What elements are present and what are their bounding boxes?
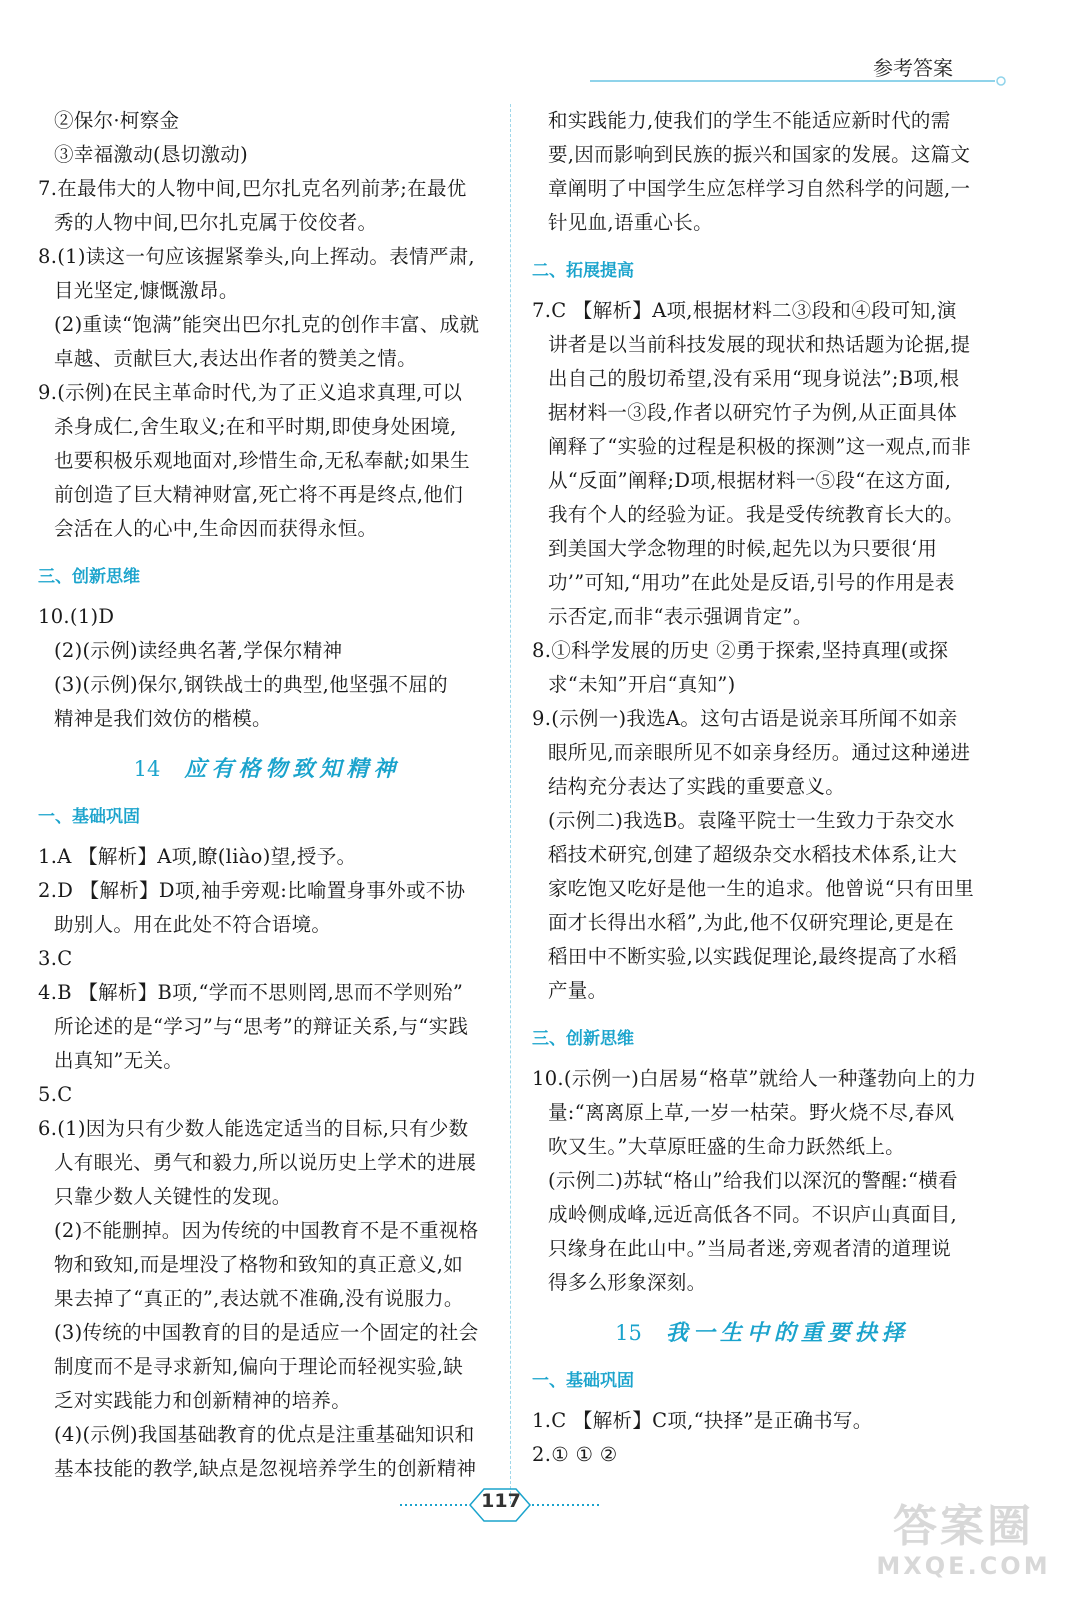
- answer-line: 物和致知,而是埋没了格物和致知的真正意义,如: [54, 1253, 463, 1276]
- answer-line: 吹又生。”大草原旺盛的生命力跃然纸上。: [548, 1135, 905, 1158]
- answer-line: 7.C 【解析】A项,根据材料二③段和④段可知,演: [532, 299, 957, 322]
- answer-line: 从“反面”阐释;D项,根据材料一⑤段“在这方面,: [548, 469, 952, 492]
- answer-line: 1.A 【解析】A项,瞭(liào)望,授予。: [38, 845, 357, 868]
- answer-line: 面才长得出水稻”,为此,他不仅研究理论,更是在: [548, 911, 954, 934]
- answer-line: 眼所见,而亲眼所见不如亲身经历。通过这种递进: [548, 741, 971, 764]
- right-column: [532, 104, 992, 1472]
- page-number: 117: [481, 1490, 521, 1512]
- answer-line: 助别人。用在此处不符合语境。: [54, 913, 332, 936]
- left-column: [38, 104, 496, 1486]
- answer-line: 8.①科学发展的历史 ②勇于探索,坚持真理(或探: [532, 639, 949, 662]
- watermark-logo: 答案圈: [893, 1501, 1034, 1552]
- answer-line: (2)重读“饱满”能突出巴尔扎克的创作丰富、成就: [54, 313, 480, 336]
- answer-line: (示例二)我选B。袁隆平院士一生致力于杂交水: [548, 809, 955, 832]
- answer-line: 2.① ① ②: [532, 1443, 618, 1466]
- section-heading: 三、创新思维: [38, 567, 140, 587]
- lesson-title: [532, 1316, 992, 1350]
- answer-line: 精神是我们效仿的楷模。: [54, 707, 272, 730]
- watermark: [856, 1502, 1071, 1592]
- lesson-title-text: 应有格物致知精神: [184, 756, 401, 782]
- answer-line: 要,因而影响到民族的振兴和国家的发展。这篇文: [548, 143, 971, 166]
- answer-line: 家吃饱又吃好是他一生的追求。他曾说“只有田里: [548, 877, 975, 900]
- answer-line: 稻技术研究,创建了超级杂交水稻技术体系,让大: [548, 843, 957, 866]
- answer-line: 成岭侧成峰,远近高低各不同。不识庐山真面目,: [548, 1203, 957, 1226]
- answer-line: 7.在最伟大的人物中间,巴尔扎克名列前茅;在最优: [38, 177, 467, 200]
- answer-line: 杀身成仁,舍生取义;在和平时期,即使身处困境,: [54, 415, 457, 438]
- lesson-title-text: 我一生中的重要抉择: [665, 1320, 909, 1346]
- answer-line: 得多么形象深刻。: [548, 1271, 707, 1294]
- answer-line: 我有个人的经验为证。我是受传统教育长大的。: [548, 503, 964, 526]
- section-heading: 一、基础巩固: [38, 807, 140, 827]
- answer-line: 讲者是以当前科技发展的现状和热话题为论据,提: [548, 333, 971, 356]
- answer-line: 结构充分表达了实践的重要意义。: [548, 775, 846, 798]
- header-decoration-line: [590, 76, 1030, 86]
- answer-line: 针见血,语重心长。: [548, 211, 713, 234]
- answer-line: 9.(示例)在民主革命时代,为了正义追求真理,可以: [38, 381, 463, 404]
- section-heading: 一、基础巩固: [532, 1371, 634, 1391]
- lesson-title: [38, 752, 496, 786]
- answer-line: 秀的人物中间,巴尔扎克属于佼佼者。: [54, 211, 378, 234]
- answer-line: 阐释了“实验的过程是积极的探测”这一观点,而非: [548, 435, 972, 458]
- answer-line: 只缘身在此山中。”当局者迷,旁观者清的道理说: [548, 1237, 952, 1260]
- answer-line: 2.D 【解析】D项,袖手旁观:比喻置身事外或不协: [38, 879, 466, 902]
- answer-line: 章阐明了中国学生应怎样学习自然科学的问题,一: [548, 177, 971, 200]
- answer-line: (3)传统的中国教育的目的是适应一个固定的社会: [54, 1321, 479, 1344]
- lesson-number: 15: [615, 1321, 642, 1345]
- answer-line: 求“未知”开启“真知”): [548, 673, 736, 696]
- answer-line: 10.(1)D: [38, 605, 115, 628]
- page-number-badge: [400, 1485, 600, 1525]
- answer-line: (4)(示例)我国基础教育的优点是注重基础知识和: [54, 1423, 475, 1446]
- answer-line: 果去掉了“真正的”,表达就不准确,没有说服力。: [54, 1287, 464, 1310]
- answer-line: (2)(示例)读经典名著,学保尔精神: [54, 639, 343, 662]
- answer-line: ③幸福激动(恳切激动): [54, 143, 249, 166]
- answer-line: 产量。: [548, 979, 608, 1002]
- answer-line: 前创造了巨大精神财富,死亡将不再是终点,他们: [54, 483, 463, 506]
- answer-line: 目光坚定,慷慨激昂。: [54, 279, 239, 302]
- header-label: 参考答案: [873, 56, 953, 80]
- answer-line: (2)不能删掉。因为传统的中国教育不是不重视格: [54, 1219, 479, 1242]
- answer-line: 3.C: [38, 947, 73, 970]
- answer-line: 会活在人的心中,生命因而获得永恒。: [54, 517, 378, 540]
- answer-line: (示例二)苏轼“格山”给我们以深沉的警醒:“横看: [548, 1169, 958, 1192]
- lesson-number: 14: [133, 757, 161, 781]
- answer-line: 4.B 【解析】B项,“学而不思则罔,思而不学则殆”: [38, 981, 464, 1004]
- answer-line: 乏对实践能力和创新精神的培养。: [54, 1389, 352, 1412]
- answer-line: 10.(示例一)白居易“格草”就给人一种蓬勃向上的力: [532, 1067, 977, 1090]
- answer-line: 8.(1)读这一句应该握紧拳头,向上挥动。表情严肃,: [38, 245, 475, 268]
- answer-line: 只靠少数人关键性的发现。: [54, 1185, 292, 1208]
- answer-line: 人有眼光、勇气和毅力,所以说历史上学术的进展: [54, 1151, 477, 1174]
- column-divider: [510, 104, 511, 1504]
- answer-line: 功’”可知,“用功”在此处是反语,引号的作用是表: [548, 571, 955, 594]
- answer-line: 9.(示例一)我选A。这句古语是说亲耳所闻不如亲: [532, 707, 958, 730]
- answer-line: 据材料一③段,作者以研究竹子为例,从正面具体: [548, 401, 957, 424]
- answer-line: 出真知”无关。: [54, 1049, 184, 1072]
- answer-line: 卓越、贡献巨大,表达出作者的赞美之情。: [54, 347, 417, 370]
- answer-line: 和实践能力,使我们的学生不能适应新时代的需: [548, 109, 951, 132]
- answer-line: 也要积极乐观地面对,珍惜生命,无私奉献;如果生: [54, 449, 470, 472]
- answer-line: 1.C 【解析】C项,“抉择”是正确书写。: [532, 1409, 873, 1432]
- watermark-url: MXQE.COM: [876, 1552, 1051, 1580]
- answer-line: 所论述的是“学习”与“思考”的辩证关系,与“实践: [54, 1015, 469, 1038]
- answer-line: ②保尔·柯察金: [54, 109, 180, 132]
- answer-line: 出自己的殷切希望,没有采用“现身说法”;B项,根: [548, 367, 960, 390]
- answer-line: (3)(示例)保尔,钢铁战士的典型,他坚强不屈的: [54, 673, 448, 696]
- answer-line: 示否定,而非“表示强调肯定”。: [548, 605, 813, 628]
- answer-line: 制度而不是寻求新知,偏向于理论而轻视实验,缺: [54, 1355, 463, 1378]
- answer-line: 5.C: [38, 1083, 73, 1106]
- answer-line: 稻田中不断实验,以实践促理论,最终提高了水稻: [548, 945, 957, 968]
- section-heading: 三、创新思维: [532, 1029, 634, 1049]
- section-heading: 二、拓展提高: [532, 261, 634, 281]
- answer-line: 6.(1)因为只有少数人能选定适当的目标,只有少数: [38, 1117, 469, 1140]
- answer-line: 到美国大学念物理的时候,起先以为只要很‘用: [548, 537, 938, 560]
- answer-line: 量:“离离原上草,一岁一枯荣。野火烧不尽,春风: [548, 1101, 955, 1124]
- answer-line: 基本技能的教学,缺点是忽视培养学生的创新精神: [54, 1457, 477, 1480]
